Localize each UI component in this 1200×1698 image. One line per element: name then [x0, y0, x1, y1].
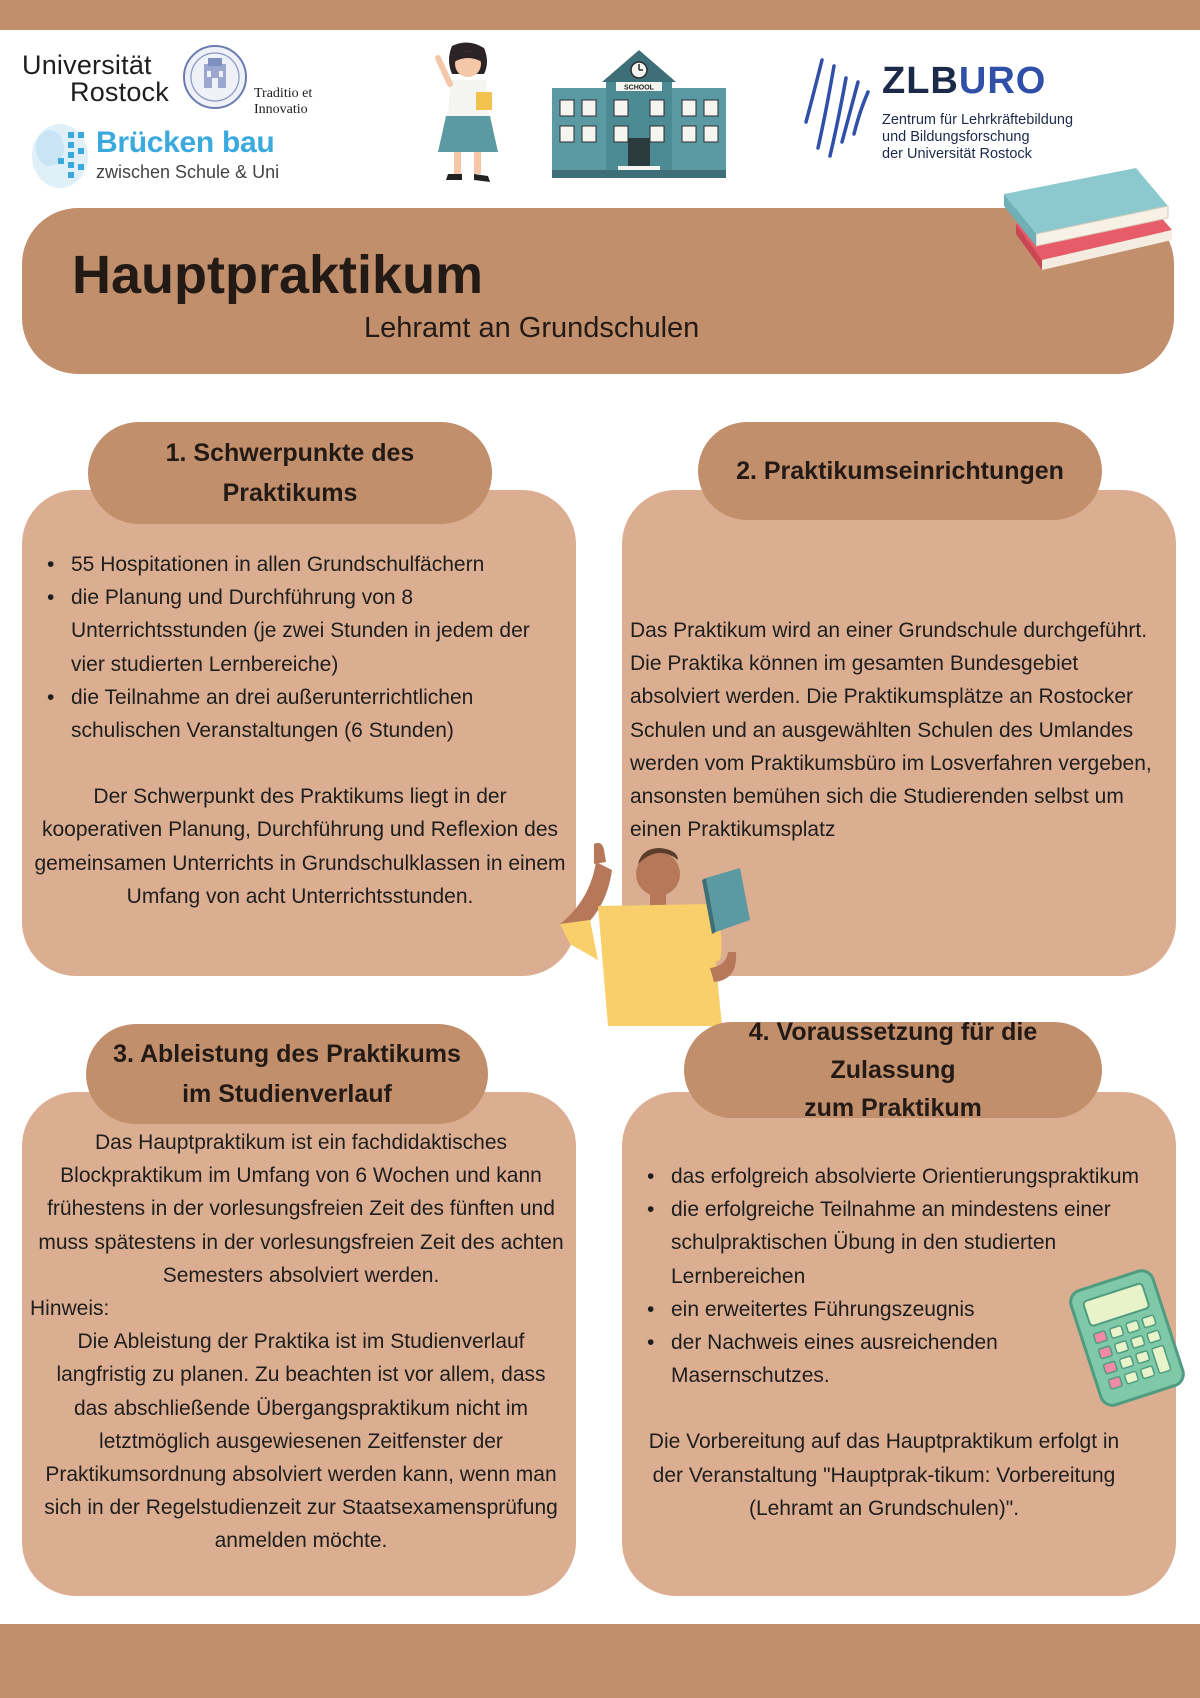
- university-motto: Traditio et Innovatio: [254, 86, 313, 117]
- list-item: • 55 Hospitationen in allen Grundschulfächern: [44, 548, 560, 581]
- section1-heading: [88, 422, 492, 524]
- section4-paragraph: Die Vorbereitung auf das Hauptpraktikum erfolgt in der Veranstaltung "Hauptprak-tikum: Vorbereitung (Lehramt an Grundschulen)".: [648, 1430, 1120, 1520]
- page-subtitle: Lehramt an Grundschulen: [364, 312, 700, 344]
- university-seal-icon: [182, 44, 248, 110]
- calculator-illustration: [1068, 1268, 1186, 1408]
- section3-heading-line1: 3. Ableistung des Praktikums: [113, 1040, 461, 1068]
- girl-illustration: [428, 40, 508, 190]
- section1-content: [34, 548, 566, 913]
- section4-heading: [684, 1018, 1102, 1122]
- bottom-band: [0, 1624, 1200, 1698]
- university-name-line1: Universität: [22, 50, 152, 80]
- university-rostock-logo: [22, 50, 362, 117]
- school-sign: SCHOOL: [624, 84, 654, 92]
- brueckenbau-subtitle: zwischen Schule & Uni: [96, 162, 280, 182]
- list-item: • der Nachweis eines ausreichenden Masernschutzes.: [644, 1326, 1108, 1392]
- brueckenbau-logo: [30, 118, 330, 192]
- section1-heading-line2: Praktikums: [222, 479, 358, 507]
- zlb-subtitle-line1: Zentrum für Lehrkräftebildung: [882, 112, 1074, 128]
- zlb-logo: [800, 52, 1120, 170]
- list-item: • ein erweitertes Führungszeugnis: [644, 1293, 1108, 1326]
- list-item: • das erfolgreich absolvierte Orientierungspraktikum: [644, 1160, 1148, 1193]
- university-name: [22, 52, 169, 106]
- page-title: Hauptpraktikum: [72, 245, 484, 305]
- zlb-subtitle-line3: der Universität Rostock: [882, 146, 1032, 162]
- zlb-name-part-c: O: [1015, 60, 1047, 102]
- top-band: [0, 0, 1200, 30]
- section3-content: [30, 1126, 572, 1558]
- list-item: • die Teilnahme an drei außerunterrichtlichen schulischen Veranstaltungen (6 Stunden): [44, 681, 560, 747]
- zlb-name-part-b: UR: [958, 60, 1016, 102]
- list-item: • die erfolgreiche Teilnahme an mindestens einer schulpraktischen Übung in den studierten Lernbereichen: [644, 1193, 1128, 1293]
- section3-heading: [86, 1024, 488, 1124]
- section3-hint-text: Die Ableistung der Praktika ist im Studienverlauf langfristig zu planen. Zu beachten ist vor allem, dass das abschließende Übergangspraktikum nicht im letztmöglich ausgewiesenen Zeitfenster der Praktikumsordnung absolviert werden kann, wenn man sich in der Regelstudienzeit zur Staatsexamensprüfung anmelden möchte.: [44, 1330, 558, 1553]
- zlb-subtitle-line2: und Bildungsforschung: [882, 129, 1030, 145]
- section1-paragraph: Der Schwerpunkt des Praktikums liegt in der kooperativen Planung, Durchführung und Reflexion des gemeinsamen Unterrichts in Grundschulklassen in einem Umfang von acht Unterrichtsstunden.: [34, 785, 566, 908]
- section4-heading-line2: zum Praktikum: [804, 1094, 982, 1122]
- section3-heading-line2: im Studienverlauf: [182, 1080, 392, 1108]
- zlb-name: [882, 60, 1046, 103]
- university-name-line2: Rostock: [70, 77, 169, 107]
- section3-paragraph: Das Hauptpraktikum ist ein fachdidaktisches Blockpraktikum im Umfang von 6 Wochen und kann frühestens in der vorlesungsfreien Zeit des fünften und muss spätestens in der vorlesungsfreien Zeit des achten Semesters absolviert werden.: [38, 1131, 564, 1287]
- section4-heading-line1: 4. Voraussetzung für die Zulassung: [748, 1018, 1038, 1084]
- list-item: • die Planung und Durchführung von 8 Unterrichtsstunden (je zwei Stunden in jedem der vier studierten Lernbereiche): [44, 581, 560, 681]
- brueckenbau-mark-icon: [30, 118, 98, 192]
- section3-hint-label: Hinweis:: [30, 1297, 110, 1321]
- brueckenbau-title: Brücken bau: [96, 126, 275, 159]
- teacher-with-book-illustration: [550, 840, 766, 1026]
- zlb-name-part-a: ZLB: [882, 60, 959, 102]
- section1-heading-line1: 1. Schwerpunkte des: [165, 439, 415, 467]
- zlb-strokes-icon: [800, 52, 878, 162]
- section2-heading: 2. Praktikumseinrichtungen: [698, 422, 1102, 520]
- school-building-illustration: [552, 48, 726, 178]
- zlb-subtitle: [882, 112, 1073, 163]
- books-illustration: [996, 160, 1180, 278]
- section2-paragraph: Das Praktikum wird an einer Grundschule durchgeführt. Die Praktika können im gesamten Bundesgebiet absolviert werden. Die Praktikumsplätze an Rostocker Schulen und an ausgewählten Schulen des Umlandes werden vom Praktikumsbüro im Losverfahren vergeben, ansonsten bemühen sich die Studierenden selbst um einen Praktikumsplatz: [630, 619, 1152, 842]
- section1-bullet-list: [44, 548, 560, 747]
